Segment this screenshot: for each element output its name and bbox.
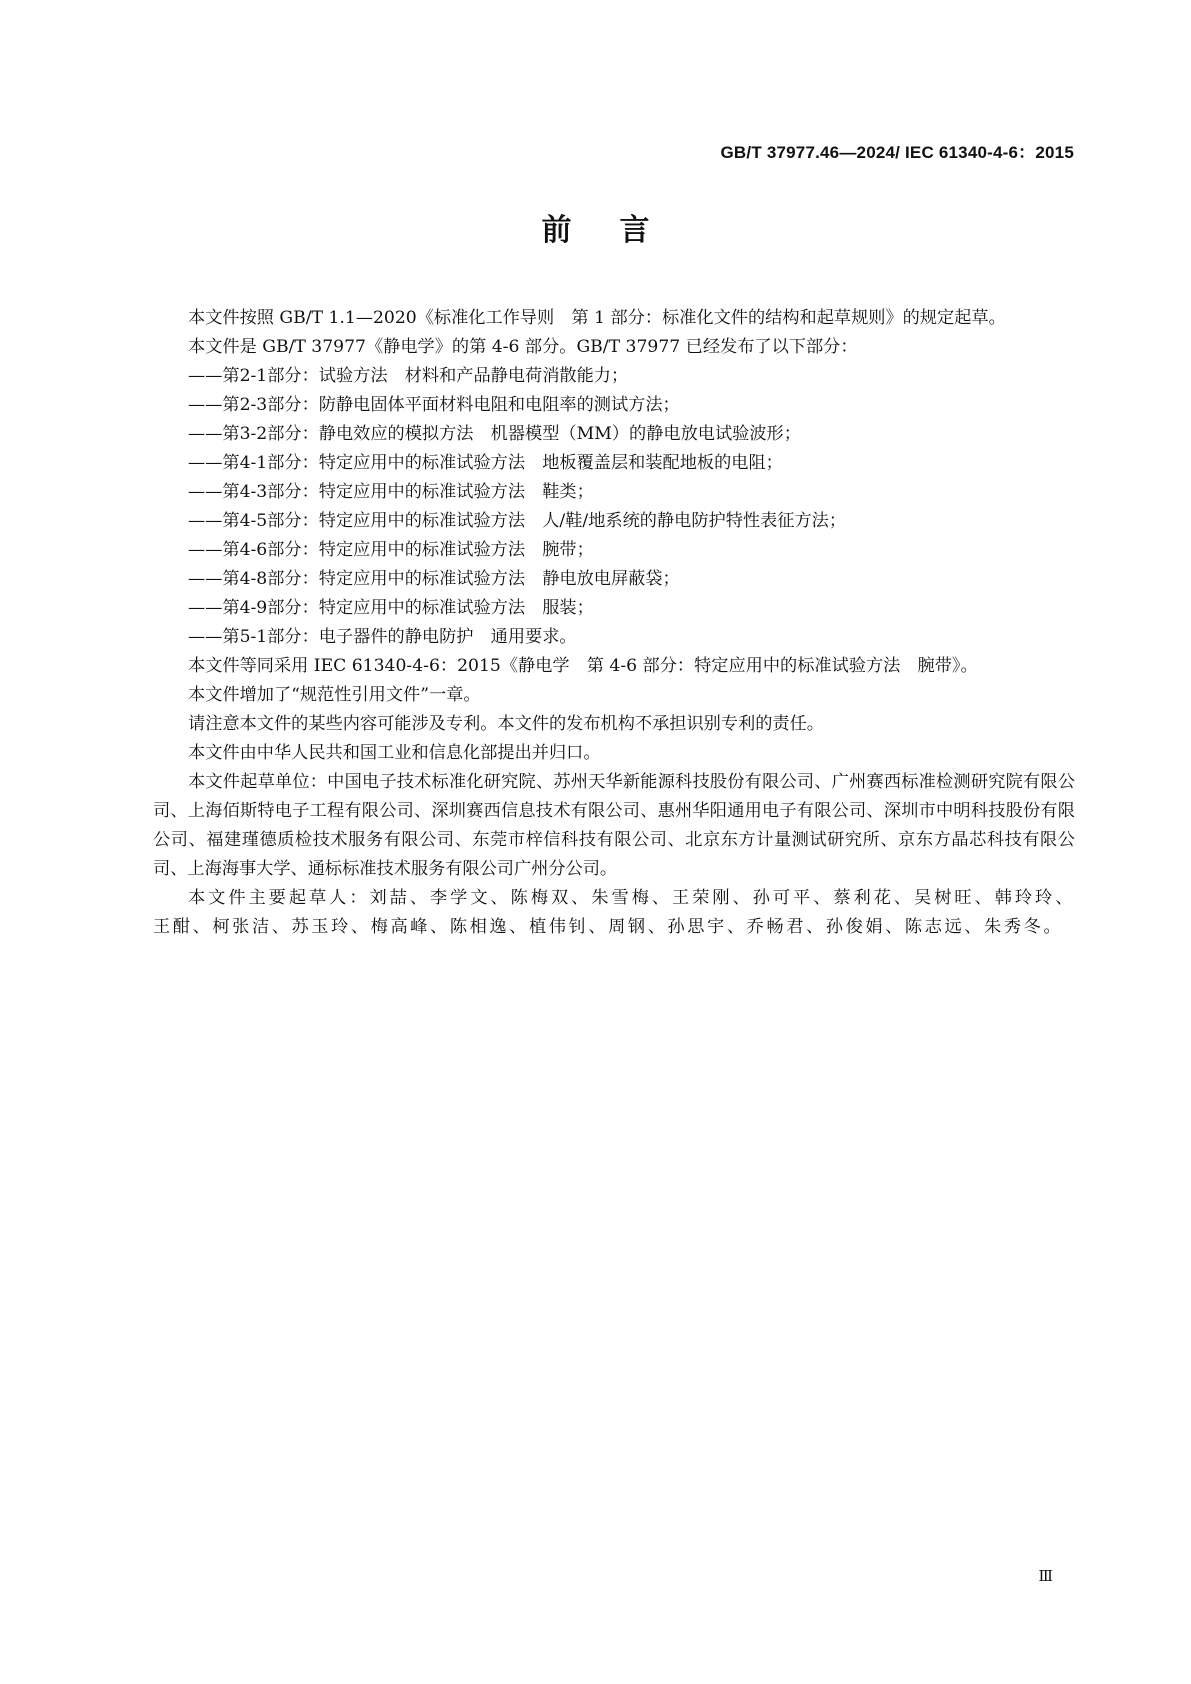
list-item: ——第2-3部分：防静电固体平面材料电阻和电阻率的测试方法； — [188, 395, 680, 415]
list-item: ——第3-2部分：静电效应的模拟方法 机器模型（MM）的静电放电试验波形； — [188, 424, 801, 444]
list-item: ——第4-6部分：特定应用中的标准试验方法 腕带； — [188, 540, 594, 560]
paragraph-drafting-units: 本文件起草单位：中国电子技术标准化研究院、苏州天华新能源科技股份有限公司、广州赛西标准检测研究院有限公司、上海佰斯特电子工程有限公司、深圳赛西信息技术有限公司、惠州华阳通用电子有限公司、深圳市中明科技股份有限公司、福建瑾德质检技术服务有限公司、东莞市梓信科技有限公司、北京东方计量测试研究所、京东方晶芯科技有限公司、上海海事大学、通标标准技术服务有限公司广州分公司。 — [153, 772, 1075, 879]
foreword-body — [153, 304, 1075, 942]
paragraph-patent-notice: 请注意本文件的某些内容可能涉及专利。本文件的发布机构不承担识别专利的责任。 — [188, 714, 824, 734]
paragraph-proposer: 本文件由中华人民共和国工业和信息化部提出并归口。 — [188, 743, 601, 763]
list-item: ——第4-5部分：特定应用中的标准试验方法 人/鞋/地系统的静电防护特性表征方法； — [188, 511, 847, 531]
paragraph-added-chapter: 本文件增加了“规范性引用文件”一章。 — [188, 685, 481, 705]
list-item: ——第4-1部分：特定应用中的标准试验方法 地板覆盖层和装配地板的电阻； — [188, 453, 783, 473]
page-number: Ⅲ — [1038, 1567, 1053, 1585]
list-item: ——第4-9部分：特定应用中的标准试验方法 服装； — [188, 598, 594, 618]
paragraph-series-intro: 本文件是 GB/T 37977《静电学》的第 4-6 部分。GB/T 37977 已经发布了以下部分： — [188, 337, 858, 357]
paragraph-equivalent-standard: 本文件等同采用 IEC 61340-4-6：2015《静电学 第 4-6 部分：特定应用中的标准试验方法 腕带》。 — [188, 656, 978, 676]
page-title: 前言 — [541, 213, 698, 248]
parts-list — [153, 362, 1075, 652]
paragraph-drafting-rules: 本文件按照 GB/T 1.1—2020《标准化工作导则 第 1 部分：标准化文件的结构和起草规则》的规定起草。 — [188, 308, 1006, 328]
list-item: ——第4-8部分：特定应用中的标准试验方法 静电放电屏蔽袋； — [188, 569, 680, 589]
list-item: ——第5-1部分：电子器件的静电防护 通用要求。 — [188, 627, 577, 647]
list-item: ——第4-3部分：特定应用中的标准试验方法 鞋类； — [188, 482, 594, 502]
paragraph-drafters: 本文件主要起草人：刘喆、李学文、陈梅双、朱雪梅、王荣刚、孙可平、蔡利花、吴树旺、韩玲玲、王酣、柯张洁、苏玉玲、梅高峰、陈相逸、植伟钊、周钢、孙思宇、乔畅君、孙俊娟、陈志远、朱秀冬。 — [153, 888, 1075, 937]
document-code: GB/T 37977.46—2024/ IEC 61340-4-6：2015 — [720, 143, 1074, 162]
list-item: ——第2-1部分：试验方法 材料和产品静电荷消散能力； — [188, 366, 629, 386]
